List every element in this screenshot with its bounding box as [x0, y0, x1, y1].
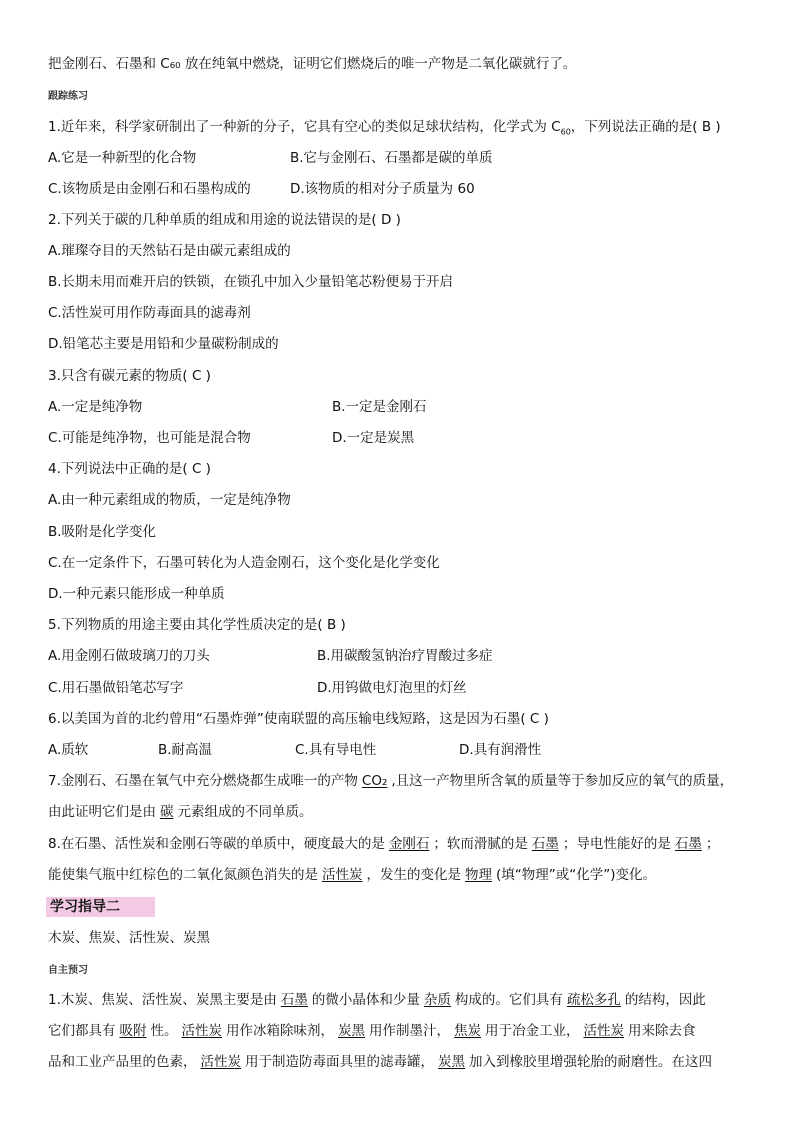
q6-option-d: D.具有润滑性: [459, 742, 542, 758]
q5-option-c: C.用石墨做铅笔芯写字: [48, 680, 184, 696]
q3-stem: 3.只含有碳元素的物质( C ): [48, 368, 211, 384]
q1-option-d: D.该物质的相对分子质量为 60: [290, 181, 475, 197]
guide2-subtitle: 木炭、焦炭、活性炭、炭黑: [48, 930, 210, 946]
q5-option-a: A.用金刚石做玻璃刀的刀头: [48, 648, 210, 664]
q3-option-c: C.可能是纯净物，也可能是混合物: [48, 430, 251, 446]
q6-option-b: B.耐高温: [158, 742, 213, 758]
q1-stem: 1.近年来，科学家研制出了一种新的分子，它具有空心的类似足球状结构，化学式为 $C_{60}$，下列说法正确的是( B ): [48, 119, 721, 137]
pre1-line-3: 品和工业产品里的色素， 活性炭 用于制造防毒面具里的滤毒罐， 炭黑 加入到橡胶里增强轮胎的耐磨性。在这四: [48, 1054, 712, 1070]
pre1-answer-10: 炭黑: [438, 1054, 465, 1070]
q4-option-c: C.在一定条件下，石墨可转化为人造金刚石，这个变化是化学变化: [48, 555, 440, 571]
q5-option-b: B.用碳酸氢钠治疗胃酸过多症: [317, 648, 493, 664]
q8-answer-1: 金刚石: [388, 836, 430, 852]
pre1-line-1: 1.木炭、焦炭、活性炭、炭黑主要是由 石墨 的微小晶体和少量 杂质 构成的。它们具有 疏松多孔 的结构，因此: [48, 992, 706, 1008]
q6-option-a: A.质软: [48, 742, 89, 758]
q7-answer-2: 碳: [160, 804, 174, 820]
q2-stem: 2.下列关于碳的几种单质的组成和用途的说法错误的是( D ): [48, 212, 401, 228]
pre1-answer-7: 焦炭: [454, 1023, 481, 1039]
pre1-answer-2: 杂质: [423, 992, 451, 1008]
pre1-answer-4: 吸附: [119, 1023, 147, 1039]
q5-stem: 5.下列物质的用途主要由其化学性质决定的是( B ): [48, 617, 346, 633]
q8-answer-4: 活性炭: [322, 867, 363, 883]
q3-option-d: D.一定是炭黑: [332, 430, 415, 446]
q8-answer-2: 石墨: [531, 836, 559, 852]
q4-option-b: B.吸附是化学变化: [48, 524, 157, 540]
q4-option-d: D.一种元素只能形成一种单质: [48, 586, 225, 602]
q1-option-a: A.它是一种新型的化合物: [48, 150, 197, 166]
pre1-answer-1: 石墨: [280, 992, 308, 1008]
q8-answer-3: 石墨: [674, 836, 702, 852]
q4-option-a: A.由一种元素组成的物质，一定是纯净物: [48, 492, 291, 508]
q3-option-a: A.一定是纯净物: [48, 399, 143, 415]
pre1-answer-8: 活性炭: [583, 1023, 624, 1039]
section-title-self-preview: 自主预习: [48, 965, 88, 976]
guide2-title: 学习指导二: [46, 897, 155, 917]
q7-answer-1: CO₂: [361, 773, 388, 789]
q2-option-c: C.活性炭可用作防毒面具的滤毒剂: [48, 305, 251, 321]
q8-answer-5: 物理: [465, 867, 492, 883]
q1-option-c: C.该物质是由金刚石和石墨构成的: [48, 181, 251, 197]
pre1-line-2: 它们都具有 吸附 性。 活性炭 用作冰箱除味剂， 炭黑 用作制墨汁， 焦炭 用于冶金工业， 活性炭 用来除去食: [48, 1023, 696, 1039]
q7-line-2: 由此证明它们是由 碳 元素组成的不同单质。: [48, 804, 313, 820]
q2-option-a: A.璀璨夺目的天然钻石是由碳元素组成的: [48, 243, 291, 259]
q4-stem: 4.下列说法中正确的是( C ): [48, 461, 211, 477]
section-title-follow-practice: 跟踪练习: [48, 91, 88, 102]
pre1-answer-5: 活性炭: [181, 1023, 222, 1039]
pre1-answer-6: 炭黑: [338, 1023, 365, 1039]
intro-line: 把金刚石、石墨和 C₆₀ 放在纯氧中燃烧，证明它们燃烧后的唯一产物是二氧化碳就行了。: [48, 56, 577, 72]
q8-line-2: 能使集气瓶中红棕色的二氧化氮颜色消失的是 活性炭 ，发生的变化是 物理 (填“物理”或“化学”)变化。: [48, 867, 657, 883]
pre1-answer-3: 疏松多孔: [566, 992, 621, 1008]
q2-option-b: B.长期未用而难开启的铁锁，在锁孔中加入少量铅笔芯粉便易于开启: [48, 274, 454, 290]
q1-option-b: B.它与金刚石、石墨都是碳的单质: [290, 150, 493, 166]
q6-option-c: C.具有导电性: [295, 742, 377, 758]
q5-option-d: D.用钨做电灯泡里的灯丝: [317, 680, 467, 696]
pre1-answer-9: 活性炭: [200, 1054, 241, 1070]
q8-line-1: 8.在石墨、活性炭和金刚石等碳的单质中，硬度最大的是 金刚石 ；软而滑腻的是 石墨 ；导电性能好的是 石墨 ；: [48, 836, 720, 852]
q2-option-d: D.铅笔芯主要是用铅和少量碳粉制成的: [48, 336, 279, 352]
q6-stem: 6.以美国为首的北约曾用“石墨炸弹”使南联盟的高压输电线短路，这是因为石墨( C ): [48, 711, 549, 727]
q3-option-b: B.一定是金刚石: [332, 399, 427, 415]
q7-line-1: 7.金刚石、石墨在氧气中充分燃烧都生成唯一的产物 CO₂ ,且这一产物里所含氧的质量等于参加反应的氧气的质量，: [48, 773, 734, 789]
